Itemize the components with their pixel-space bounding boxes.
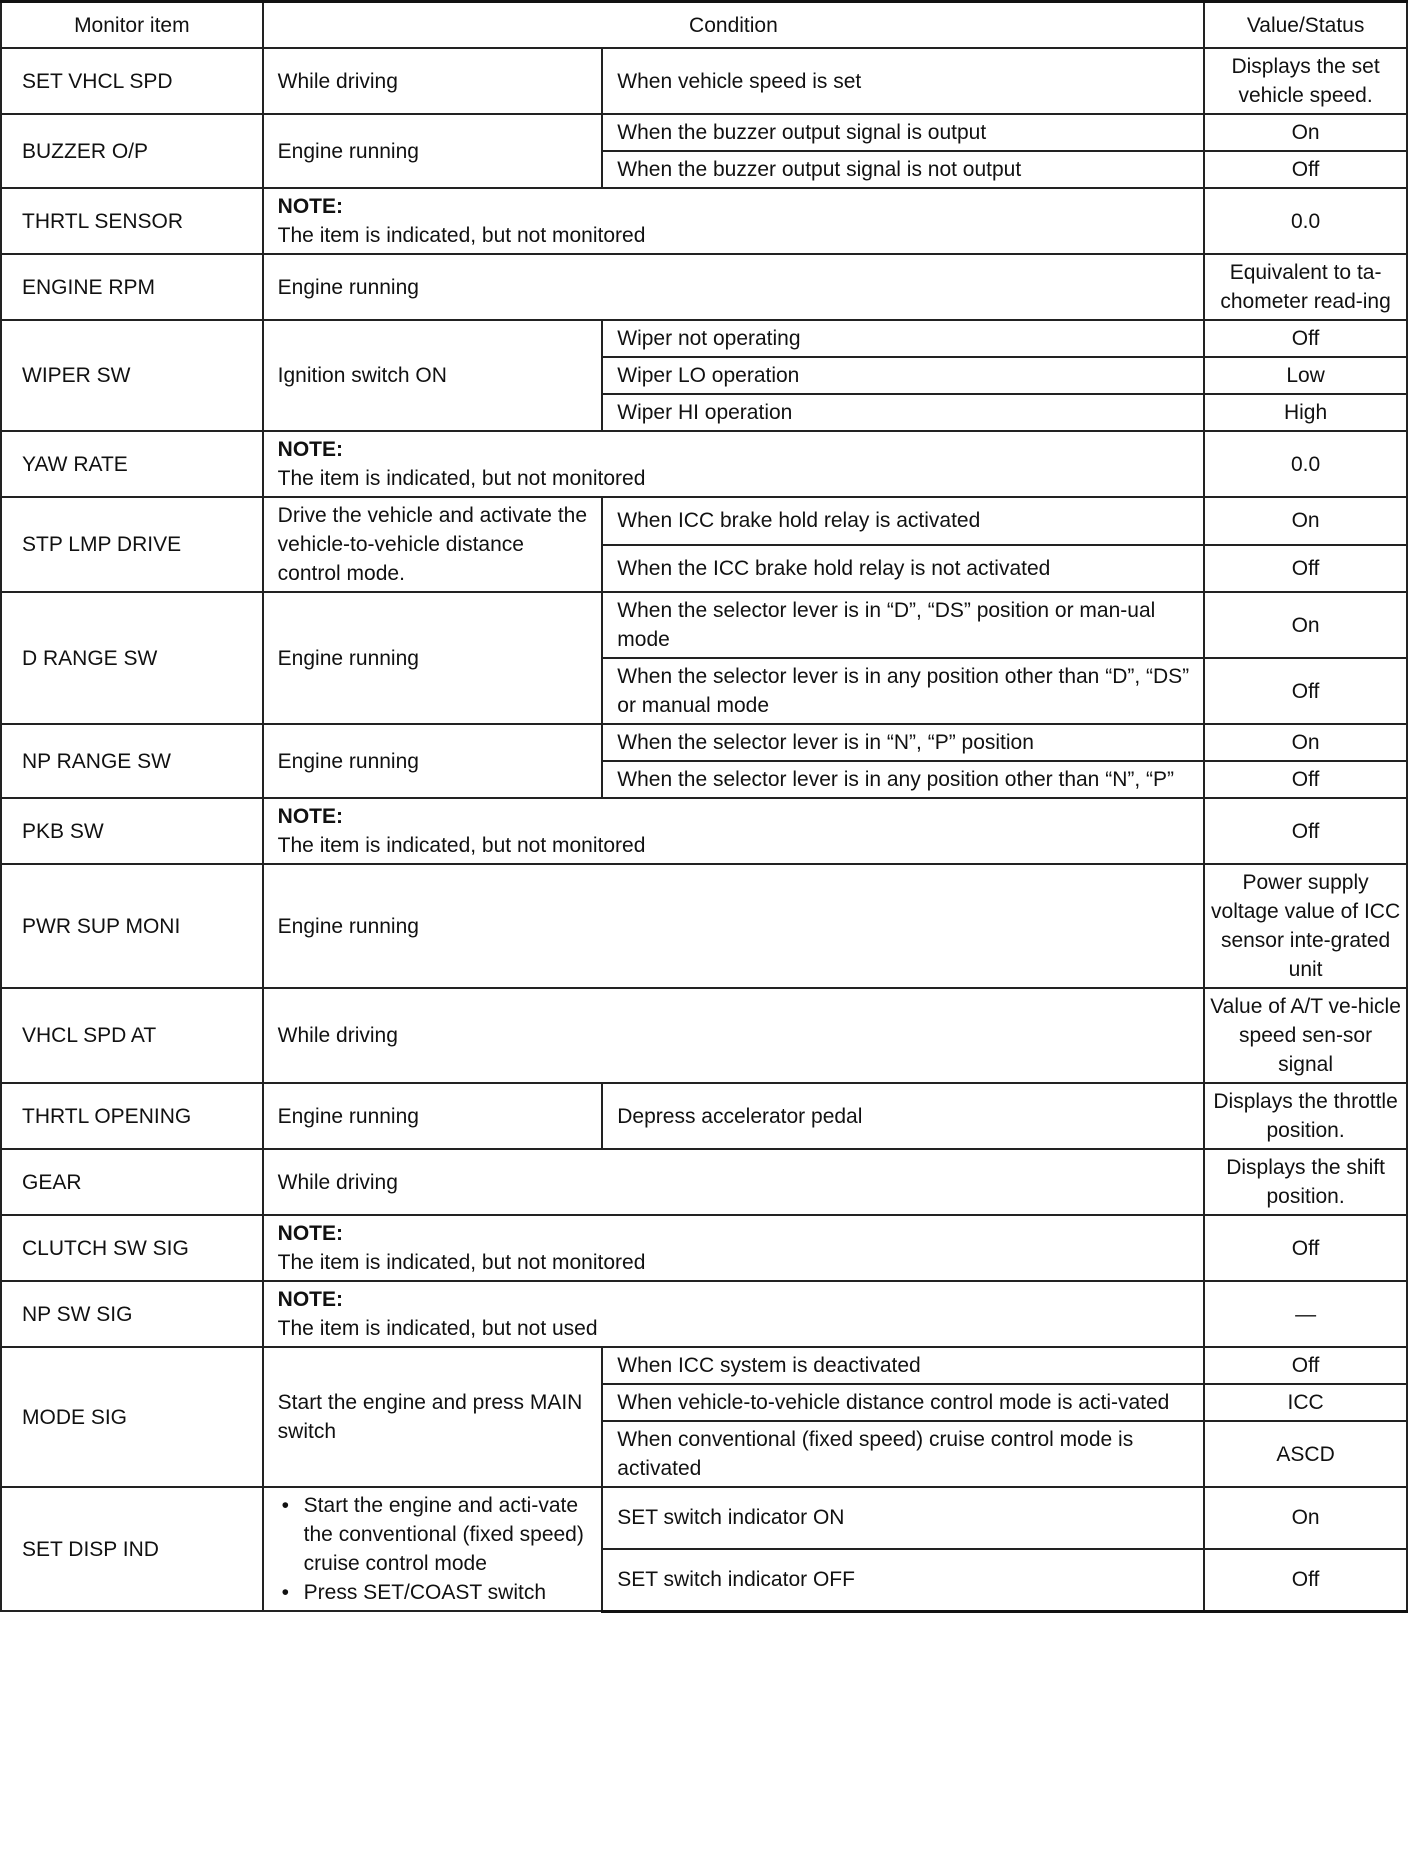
value-cell: Off	[1204, 798, 1407, 864]
table-row	[1, 1281, 1407, 1347]
note-text: The item is indicated, but not used	[277, 1317, 598, 1340]
monitor-item-cell: PWR SUP MONI	[1, 864, 263, 988]
monitor-item-cell: NP SW SIG	[1, 1281, 263, 1347]
note-label: NOTE:	[277, 438, 343, 461]
monitor-item-cell: VHCL SPD AT	[1, 988, 263, 1083]
condition-detail-cell: When the buzzer output signal is not output	[602, 151, 1204, 188]
condition-cell	[263, 1487, 603, 1611]
note-cell	[263, 1215, 1204, 1281]
value-cell: On	[1204, 724, 1407, 761]
table-row	[1, 724, 1407, 761]
table-header-row	[1, 2, 1407, 49]
header-value-status: Value/Status	[1204, 2, 1407, 49]
condition-cell: Engine running	[263, 114, 603, 188]
condition-cell: While driving	[263, 48, 603, 114]
condition-cell: Engine running	[263, 254, 1204, 320]
table-row	[1, 188, 1407, 254]
table-row	[1, 988, 1407, 1083]
condition-detail-cell: When the selector lever is in any position other than “D”, “DS” or manual mode	[602, 658, 1204, 724]
condition-cell: Start the engine and press MAIN switch	[263, 1347, 603, 1487]
condition-cell: Drive the vehicle and activate the vehicle-to-vehicle distance control mode.	[263, 497, 603, 592]
value-cell: 0.0	[1204, 431, 1407, 497]
monitor-item-cell: NP RANGE SW	[1, 724, 263, 798]
monitor-item-cell: WIPER SW	[1, 320, 263, 431]
value-cell: Off	[1204, 761, 1407, 798]
condition-detail-cell: When the selector lever is in “D”, “DS” position or man-ual mode	[602, 592, 1204, 658]
condition-cell: Engine running	[263, 724, 603, 798]
value-cell: On	[1204, 497, 1407, 545]
monitor-item-cell: STP LMP DRIVE	[1, 497, 263, 592]
value-cell: Off	[1204, 1549, 1407, 1611]
condition-cell: While driving	[263, 1149, 1204, 1215]
monitor-item-cell: GEAR	[1, 1149, 263, 1215]
value-cell: Off	[1204, 1215, 1407, 1281]
monitor-item-cell: D RANGE SW	[1, 592, 263, 724]
condition-cell: Engine running	[263, 592, 603, 724]
value-cell: Off	[1204, 1347, 1407, 1384]
note-text: The item is indicated, but not monitored	[277, 224, 646, 247]
value-cell: —	[1204, 1281, 1407, 1347]
note-label: NOTE:	[277, 1222, 343, 1245]
value-cell: Displays the shift position.	[1204, 1149, 1407, 1215]
table-row	[1, 1215, 1407, 1281]
value-cell: On	[1204, 1487, 1407, 1549]
value-cell: Off	[1204, 658, 1407, 724]
condition-detail-cell: When vehicle-to-vehicle distance control mode is acti-vated	[602, 1384, 1204, 1421]
note-cell	[263, 188, 1204, 254]
header-condition: Condition	[263, 2, 1204, 49]
condition-bullet: • Start the engine and acti-vate the conventional (fixed speed) cruise control mode	[304, 1491, 591, 1578]
table-row	[1, 320, 1407, 357]
condition-cell: Engine running	[263, 864, 1204, 988]
condition-detail-cell: When ICC system is deactivated	[602, 1347, 1204, 1384]
condition-detail-cell: When the selector lever is in any position other than “N”, “P”	[602, 761, 1204, 798]
condition-detail-cell: Wiper LO operation	[602, 357, 1204, 394]
note-text: The item is indicated, but not monitored	[277, 834, 646, 857]
header-monitor-item: Monitor item	[1, 2, 263, 49]
note-label: NOTE:	[277, 195, 343, 218]
value-cell: 0.0	[1204, 188, 1407, 254]
table-row	[1, 497, 1407, 545]
note-text: The item is indicated, but not monitored	[277, 1251, 646, 1274]
condition-detail-cell: SET switch indicator OFF	[602, 1549, 1204, 1611]
table-row	[1, 254, 1407, 320]
table-row	[1, 431, 1407, 497]
value-cell: On	[1204, 592, 1407, 658]
monitor-item-cell: BUZZER O/P	[1, 114, 263, 188]
condition-detail-cell: SET switch indicator ON	[602, 1487, 1204, 1549]
value-cell: Value of A/T ve-hicle speed sen-sor signal	[1204, 988, 1407, 1083]
value-cell: Power supply voltage value of ICC sensor inte-grated unit	[1204, 864, 1407, 988]
value-cell: High	[1204, 394, 1407, 431]
note-label: NOTE:	[277, 805, 343, 828]
table-row	[1, 798, 1407, 864]
table-row	[1, 48, 1407, 114]
table-row	[1, 1083, 1407, 1149]
condition-detail-cell: When the buzzer output signal is output	[602, 114, 1204, 151]
value-cell: ICC	[1204, 1384, 1407, 1421]
note-cell	[263, 431, 1204, 497]
table-row	[1, 592, 1407, 658]
note-label: NOTE:	[277, 1288, 343, 1311]
monitor-item-cell: THRTL OPENING	[1, 1083, 263, 1149]
condition-detail-cell: Wiper HI operation	[602, 394, 1204, 431]
condition-detail-cell: Depress accelerator pedal	[602, 1083, 1204, 1149]
table-row	[1, 864, 1407, 988]
value-cell: Off	[1204, 545, 1407, 593]
monitor-item-cell: YAW RATE	[1, 431, 263, 497]
monitor-item-cell: ENGINE RPM	[1, 254, 263, 320]
condition-detail-cell: Wiper not operating	[602, 320, 1204, 357]
value-cell: Off	[1204, 151, 1407, 188]
value-cell: Equivalent to ta-chometer read-ing	[1204, 254, 1407, 320]
monitor-item-cell: MODE SIG	[1, 1347, 263, 1487]
value-cell: On	[1204, 114, 1407, 151]
table-body	[1, 48, 1407, 1611]
condition-detail-cell: When the selector lever is in “N”, “P” position	[602, 724, 1204, 761]
value-cell: ASCD	[1204, 1421, 1407, 1487]
value-cell: Off	[1204, 320, 1407, 357]
table-row	[1, 1347, 1407, 1384]
note-cell	[263, 1281, 1204, 1347]
condition-detail-cell: When conventional (fixed speed) cruise control mode is activated	[602, 1421, 1204, 1487]
monitor-item-cell: PKB SW	[1, 798, 263, 864]
value-cell: Low	[1204, 357, 1407, 394]
note-text: The item is indicated, but not monitored	[277, 467, 646, 490]
condition-cell: Engine running	[263, 1083, 603, 1149]
value-cell: Displays the set vehicle speed.	[1204, 48, 1407, 114]
note-cell	[263, 798, 1204, 864]
condition-detail-cell: When ICC brake hold relay is activated	[602, 497, 1204, 545]
condition-bullet-list	[278, 1491, 591, 1607]
value-cell: Displays the throttle position.	[1204, 1083, 1407, 1149]
monitor-item-cell: SET VHCL SPD	[1, 48, 263, 114]
monitor-item-cell: SET DISP IND	[1, 1487, 263, 1611]
condition-cell: While driving	[263, 988, 1204, 1083]
table-row	[1, 1487, 1407, 1549]
table-row	[1, 114, 1407, 151]
condition-cell: Ignition switch ON	[263, 320, 603, 431]
monitor-item-cell: THRTL SENSOR	[1, 188, 263, 254]
monitor-item-cell: CLUTCH SW SIG	[1, 1215, 263, 1281]
table-row	[1, 1149, 1407, 1215]
condition-detail-cell: When the ICC brake hold relay is not activated	[602, 545, 1204, 593]
condition-detail-cell: When vehicle speed is set	[602, 48, 1204, 114]
condition-bullet: • Press SET/COAST switch	[304, 1578, 591, 1607]
